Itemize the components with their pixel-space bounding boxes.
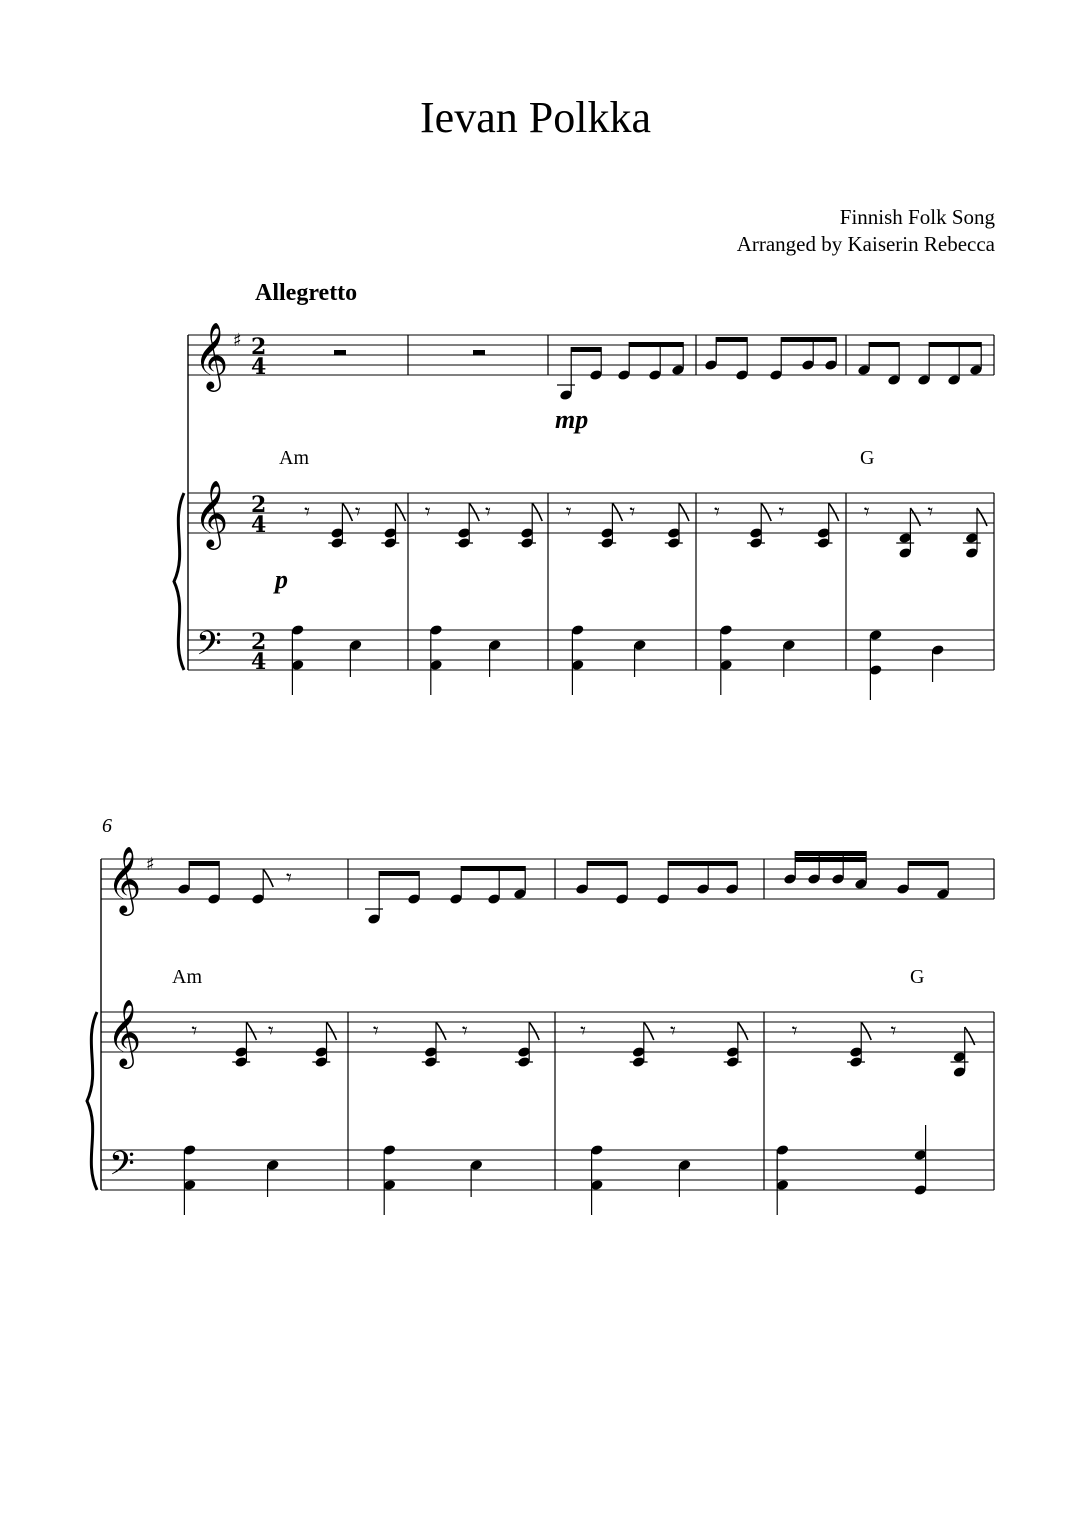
eighth-rest: 𝄾 <box>286 866 292 891</box>
beam <box>461 866 525 871</box>
eighth-rest: 𝄾 <box>372 1019 379 1044</box>
beam <box>908 861 948 866</box>
beam <box>795 851 866 856</box>
note-flag <box>529 1022 539 1040</box>
eighth-rest: 𝄾 <box>565 500 572 525</box>
page-title: Ievan Polkka <box>420 93 651 142</box>
time-signature-bottom: 4 <box>251 649 267 675</box>
beam <box>869 342 899 347</box>
measure-rest <box>473 350 485 355</box>
time-signature-bottom: 4 <box>251 354 267 380</box>
note-flag <box>644 1022 654 1040</box>
beam <box>781 337 836 342</box>
time-signature-top: 2 <box>251 629 267 655</box>
beam <box>795 857 866 862</box>
composer: Finnish Folk Song <box>839 205 995 229</box>
note-flag <box>861 1022 871 1040</box>
eighth-rest: 𝄾 <box>714 500 720 525</box>
eighth-rest: 𝄾 <box>424 500 431 525</box>
measure-rest <box>334 350 346 355</box>
time-signature-top: 2 <box>251 492 267 518</box>
chord-symbol: Am <box>279 447 309 469</box>
note-flag <box>829 503 839 521</box>
beam <box>379 871 419 876</box>
treble-clef: 𝄞 <box>194 321 229 389</box>
eighth-rest: 𝄾 <box>485 500 491 525</box>
dynamic-marking: p <box>275 565 288 594</box>
eighth-rest: 𝄾 <box>304 500 311 525</box>
time-signature-top: 2 <box>251 334 267 360</box>
eighth-rest: 𝄾 <box>791 1019 798 1044</box>
note-flag <box>436 1022 446 1040</box>
eighth-rest: 𝄾 <box>580 1019 586 1044</box>
tempo-marking: Allegretto <box>255 280 358 306</box>
eighth-rest: 𝄾 <box>927 500 934 525</box>
note-flag <box>738 1022 748 1040</box>
note-flag <box>612 503 622 521</box>
note-flag <box>342 503 352 521</box>
note-flag <box>679 503 689 521</box>
treble-clef: 𝄞 <box>107 845 142 913</box>
note-flag <box>469 503 479 521</box>
chord-symbol: G <box>860 447 875 469</box>
eighth-rest: 𝄾 <box>890 1019 897 1044</box>
beam <box>189 861 219 866</box>
chord-symbol: Am <box>172 966 202 988</box>
eighth-rest: 𝄾 <box>863 500 870 525</box>
note-flag <box>327 1022 337 1040</box>
eighth-rest: 𝄾 <box>191 1019 198 1044</box>
piano-brace <box>174 493 184 670</box>
piano-brace <box>87 1012 97 1190</box>
eighth-rest: 𝄾 <box>669 1019 676 1044</box>
eighth-rest: 𝄾 <box>354 500 361 525</box>
beam <box>716 337 747 342</box>
beam <box>929 342 981 347</box>
eighth-rest: 𝄾 <box>267 1019 274 1044</box>
bass-clef: 𝄢 <box>196 625 222 671</box>
key-signature-sharp: ♯ <box>233 330 242 351</box>
chord-symbol: G <box>910 966 925 988</box>
treble-clef: 𝄞 <box>107 998 142 1066</box>
time-signature-bottom: 4 <box>251 512 267 538</box>
key-signature-sharp: ♯ <box>146 854 155 875</box>
eighth-rest: 𝄾 <box>778 500 785 525</box>
beam <box>587 861 627 866</box>
arranger: Arranged by Kaiserin Rebecca <box>736 232 995 256</box>
eighth-rest: 𝄾 <box>461 1019 468 1044</box>
beam <box>668 861 737 866</box>
note-flag <box>246 1022 256 1040</box>
beam <box>629 342 683 347</box>
dynamic-marking: mp <box>555 405 589 434</box>
note-flag <box>263 869 273 887</box>
eighth-rest: 𝄾 <box>629 500 636 525</box>
beam <box>571 347 601 352</box>
treble-clef: 𝄞 <box>194 479 229 547</box>
note-flag <box>761 503 771 521</box>
note-flag <box>532 503 542 521</box>
measure-number: 6 <box>102 815 112 837</box>
bass-clef: 𝄢 <box>109 1145 135 1191</box>
note-flag <box>396 503 406 521</box>
